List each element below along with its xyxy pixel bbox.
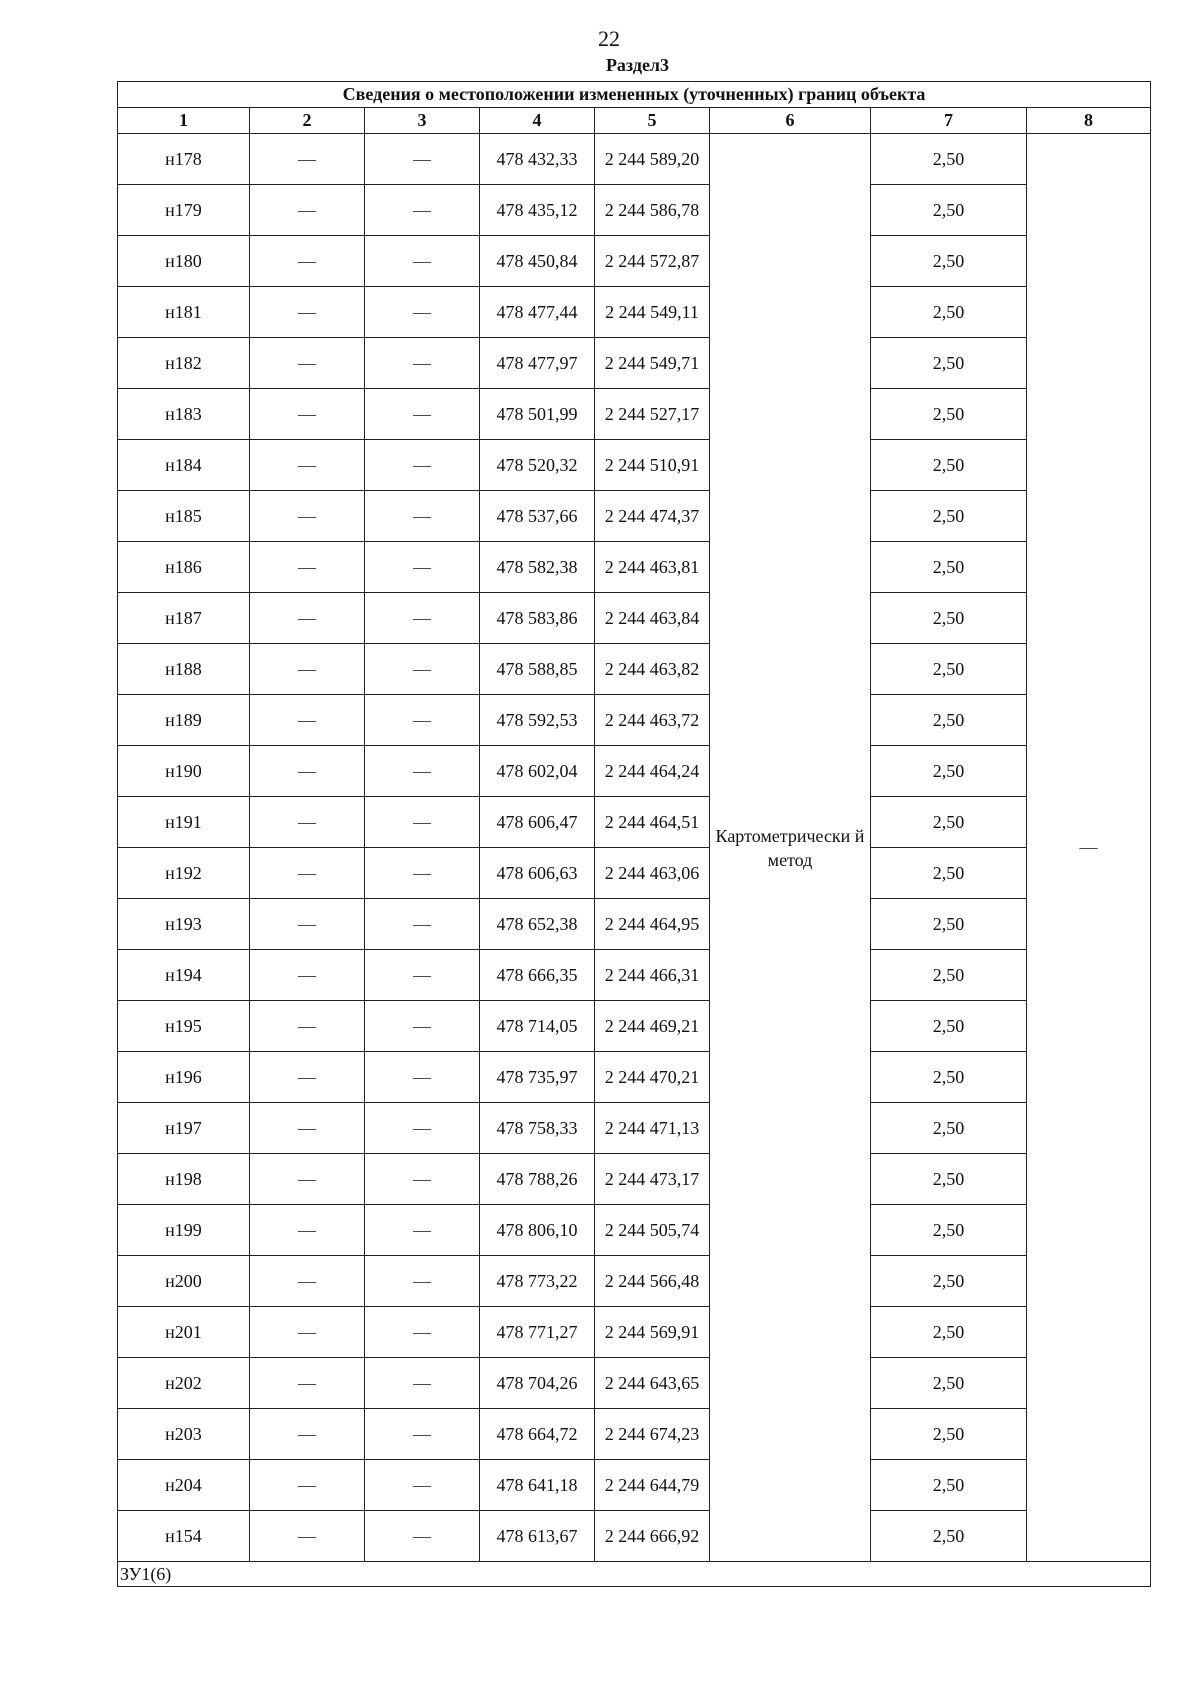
point-name-cell: н154 <box>118 1511 250 1562</box>
x-coordinate-cell: 478 537,66 <box>480 491 595 542</box>
column-3-cell: — <box>365 797 480 848</box>
column-2-cell: — <box>250 338 365 389</box>
y-coordinate-cell: 2 244 666,92 <box>595 1511 710 1562</box>
y-coordinate-cell: 2 244 505,74 <box>595 1205 710 1256</box>
point-name-cell: н178 <box>118 134 250 185</box>
column-number: 5 <box>595 108 710 134</box>
x-coordinate-cell: 478 582,38 <box>480 542 595 593</box>
y-coordinate-cell: 2 244 474,37 <box>595 491 710 542</box>
accuracy-cell: 2,50 <box>871 593 1027 644</box>
x-coordinate-cell: 478 771,27 <box>480 1307 595 1358</box>
accuracy-cell: 2,50 <box>871 950 1027 1001</box>
y-coordinate-cell: 2 244 572,87 <box>595 236 710 287</box>
point-name-cell: н180 <box>118 236 250 287</box>
boundary-coordinates-table <box>117 81 1151 1587</box>
accuracy-cell: 2,50 <box>871 848 1027 899</box>
point-name-cell: н184 <box>118 440 250 491</box>
x-coordinate-cell: 478 450,84 <box>480 236 595 287</box>
table-row <box>118 1511 1151 1562</box>
table-row <box>118 1001 1151 1052</box>
y-coordinate-cell: 2 244 463,06 <box>595 848 710 899</box>
column-number: 8 <box>1027 108 1151 134</box>
point-name-cell: н198 <box>118 1154 250 1205</box>
column-2-cell: — <box>250 848 365 899</box>
column-2-cell: — <box>250 644 365 695</box>
column-2-cell: — <box>250 1511 365 1562</box>
x-coordinate-cell: 478 602,04 <box>480 746 595 797</box>
accuracy-cell: 2,50 <box>871 1154 1027 1205</box>
column-3-cell: — <box>365 644 480 695</box>
column-number: 6 <box>710 108 871 134</box>
column-2-cell: — <box>250 695 365 746</box>
x-coordinate-cell: 478 583,86 <box>480 593 595 644</box>
column-3-cell: — <box>365 848 480 899</box>
table-row <box>118 644 1151 695</box>
point-name-cell: н193 <box>118 899 250 950</box>
y-coordinate-cell: 2 244 589,20 <box>595 134 710 185</box>
point-name-cell: н200 <box>118 1256 250 1307</box>
point-name-cell: н185 <box>118 491 250 542</box>
column-2-cell: — <box>250 746 365 797</box>
method-cell: Картометрически й метод <box>710 134 871 1562</box>
accuracy-cell: 2,50 <box>871 1409 1027 1460</box>
table-row <box>118 746 1151 797</box>
y-coordinate-cell: 2 244 644,79 <box>595 1460 710 1511</box>
column-3-cell: — <box>365 1103 480 1154</box>
y-coordinate-cell: 2 244 464,51 <box>595 797 710 848</box>
x-coordinate-cell: 478 788,26 <box>480 1154 595 1205</box>
x-coordinate-cell: 478 666,35 <box>480 950 595 1001</box>
x-coordinate-cell: 478 806,10 <box>480 1205 595 1256</box>
x-coordinate-cell: 478 735,97 <box>480 1052 595 1103</box>
table-row <box>118 1307 1151 1358</box>
column-2-cell: — <box>250 389 365 440</box>
x-coordinate-cell: 478 588,85 <box>480 644 595 695</box>
column-number: 3 <box>365 108 480 134</box>
point-name-cell: н191 <box>118 797 250 848</box>
point-name-cell: н188 <box>118 644 250 695</box>
point-name-cell: н183 <box>118 389 250 440</box>
y-coordinate-cell: 2 244 463,81 <box>595 542 710 593</box>
y-coordinate-cell: 2 244 464,24 <box>595 746 710 797</box>
table-row <box>118 1154 1151 1205</box>
table-row <box>118 1358 1151 1409</box>
table-row <box>118 1256 1151 1307</box>
table-row <box>118 1103 1151 1154</box>
x-coordinate-cell: 478 432,33 <box>480 134 595 185</box>
x-coordinate-cell: 478 664,72 <box>480 1409 595 1460</box>
x-coordinate-cell: 478 477,44 <box>480 287 595 338</box>
column-3-cell: — <box>365 1256 480 1307</box>
page-number: 22 <box>598 26 620 51</box>
y-coordinate-cell: 2 244 643,65 <box>595 1358 710 1409</box>
column-3-cell: — <box>365 1460 480 1511</box>
y-coordinate-cell: 2 244 466,31 <box>595 950 710 1001</box>
column-2-cell: — <box>250 1001 365 1052</box>
y-coordinate-cell: 2 244 569,91 <box>595 1307 710 1358</box>
point-name-cell: н202 <box>118 1358 250 1409</box>
accuracy-cell: 2,50 <box>871 1358 1027 1409</box>
accuracy-cell: 2,50 <box>871 491 1027 542</box>
y-coordinate-cell: 2 244 527,17 <box>595 389 710 440</box>
accuracy-cell: 2,50 <box>871 797 1027 848</box>
column-3-cell: — <box>365 1205 480 1256</box>
column-3-cell: — <box>365 1358 480 1409</box>
table-row <box>118 389 1151 440</box>
x-coordinate-cell: 478 592,53 <box>480 695 595 746</box>
column-number: 1 <box>118 108 250 134</box>
column-3-cell: — <box>365 1001 480 1052</box>
accuracy-cell: 2,50 <box>871 644 1027 695</box>
x-coordinate-cell: 478 714,05 <box>480 1001 595 1052</box>
column-3-cell: — <box>365 338 480 389</box>
accuracy-cell: 2,50 <box>871 185 1027 236</box>
table-row <box>118 797 1151 848</box>
column-3-cell: — <box>365 1511 480 1562</box>
column-3-cell: — <box>365 1154 480 1205</box>
column-2-cell: — <box>250 950 365 1001</box>
column-3-cell: — <box>365 1409 480 1460</box>
y-coordinate-cell: 2 244 464,95 <box>595 899 710 950</box>
column-number: 2 <box>250 108 365 134</box>
table-row <box>118 1409 1151 1460</box>
point-name-cell: н196 <box>118 1052 250 1103</box>
table-row <box>118 287 1151 338</box>
table-row <box>118 593 1151 644</box>
y-coordinate-cell: 2 244 470,21 <box>595 1052 710 1103</box>
accuracy-cell: 2,50 <box>871 1103 1027 1154</box>
accuracy-cell: 2,50 <box>871 1460 1027 1511</box>
point-name-cell: н182 <box>118 338 250 389</box>
point-name-cell: н181 <box>118 287 250 338</box>
point-name-cell: н194 <box>118 950 250 1001</box>
accuracy-cell: 2,50 <box>871 1001 1027 1052</box>
y-coordinate-cell: 2 244 463,82 <box>595 644 710 695</box>
table-row <box>118 1460 1151 1511</box>
column-3-cell: — <box>365 134 480 185</box>
column-3-cell: — <box>365 746 480 797</box>
accuracy-cell: 2,50 <box>871 695 1027 746</box>
table-row <box>118 848 1151 899</box>
column-3-cell: — <box>365 440 480 491</box>
column-3-cell: — <box>365 899 480 950</box>
table-row <box>118 695 1151 746</box>
table-caption: Сведения о местоположении измененных (уточненных) границ объекта <box>118 82 1151 108</box>
table-row <box>118 134 1151 185</box>
column-2-cell: — <box>250 440 365 491</box>
column-3-cell: — <box>365 593 480 644</box>
section-title: Раздел3 <box>605 55 670 75</box>
table-footer: ЗУ1(6) <box>118 1562 1151 1587</box>
y-coordinate-cell: 2 244 469,21 <box>595 1001 710 1052</box>
accuracy-cell: 2,50 <box>871 1307 1027 1358</box>
column-2-cell: — <box>250 1307 365 1358</box>
x-coordinate-cell: 478 520,32 <box>480 440 595 491</box>
accuracy-cell: 2,50 <box>871 1052 1027 1103</box>
x-coordinate-cell: 478 641,18 <box>480 1460 595 1511</box>
x-coordinate-cell: 478 501,99 <box>480 389 595 440</box>
accuracy-cell: 2,50 <box>871 134 1027 185</box>
table-row <box>118 491 1151 542</box>
accuracy-cell: 2,50 <box>871 338 1027 389</box>
column-2-cell: — <box>250 542 365 593</box>
column-2-cell: — <box>250 1052 365 1103</box>
x-coordinate-cell: 478 477,97 <box>480 338 595 389</box>
column-3-cell: — <box>365 491 480 542</box>
table-row <box>118 950 1151 1001</box>
x-coordinate-cell: 478 613,67 <box>480 1511 595 1562</box>
column-2-cell: — <box>250 797 365 848</box>
point-name-cell: н195 <box>118 1001 250 1052</box>
column-3-cell: — <box>365 287 480 338</box>
y-coordinate-cell: 2 244 549,71 <box>595 338 710 389</box>
column-3-cell: — <box>365 1307 480 1358</box>
y-coordinate-cell: 2 244 566,48 <box>595 1256 710 1307</box>
point-name-cell: н204 <box>118 1460 250 1511</box>
y-coordinate-cell: 2 244 473,17 <box>595 1154 710 1205</box>
point-name-cell: н197 <box>118 1103 250 1154</box>
table-row <box>118 899 1151 950</box>
table-row <box>118 185 1151 236</box>
column-2-cell: — <box>250 236 365 287</box>
point-name-cell: н201 <box>118 1307 250 1358</box>
column-3-cell: — <box>365 185 480 236</box>
table-row <box>118 440 1151 491</box>
table-row <box>118 338 1151 389</box>
column-8-cell: — <box>1027 134 1151 1562</box>
point-name-cell: н203 <box>118 1409 250 1460</box>
column-3-cell: — <box>365 1052 480 1103</box>
point-name-cell: н186 <box>118 542 250 593</box>
point-name-cell: н179 <box>118 185 250 236</box>
point-name-cell: н187 <box>118 593 250 644</box>
column-3-cell: — <box>365 542 480 593</box>
x-coordinate-cell: 478 758,33 <box>480 1103 595 1154</box>
column-2-cell: — <box>250 491 365 542</box>
accuracy-cell: 2,50 <box>871 287 1027 338</box>
column-3-cell: — <box>365 236 480 287</box>
y-coordinate-cell: 2 244 463,84 <box>595 593 710 644</box>
accuracy-cell: 2,50 <box>871 440 1027 491</box>
accuracy-cell: 2,50 <box>871 746 1027 797</box>
column-number-row <box>118 108 1151 134</box>
y-coordinate-cell: 2 244 510,91 <box>595 440 710 491</box>
accuracy-cell: 2,50 <box>871 899 1027 950</box>
accuracy-cell: 2,50 <box>871 1205 1027 1256</box>
column-3-cell: — <box>365 389 480 440</box>
table-row <box>118 1205 1151 1256</box>
y-coordinate-cell: 2 244 471,13 <box>595 1103 710 1154</box>
column-2-cell: — <box>250 134 365 185</box>
x-coordinate-cell: 478 435,12 <box>480 185 595 236</box>
accuracy-cell: 2,50 <box>871 542 1027 593</box>
y-coordinate-cell: 2 244 549,11 <box>595 287 710 338</box>
x-coordinate-cell: 478 606,47 <box>480 797 595 848</box>
column-2-cell: — <box>250 1358 365 1409</box>
point-name-cell: н189 <box>118 695 250 746</box>
column-2-cell: — <box>250 1205 365 1256</box>
column-number: 7 <box>871 108 1027 134</box>
column-2-cell: — <box>250 287 365 338</box>
table-row <box>118 542 1151 593</box>
x-coordinate-cell: 478 773,22 <box>480 1256 595 1307</box>
x-coordinate-cell: 478 704,26 <box>480 1358 595 1409</box>
column-2-cell: — <box>250 1460 365 1511</box>
column-2-cell: — <box>250 1409 365 1460</box>
x-coordinate-cell: 478 652,38 <box>480 899 595 950</box>
column-2-cell: — <box>250 899 365 950</box>
column-2-cell: — <box>250 1103 365 1154</box>
column-3-cell: — <box>365 695 480 746</box>
accuracy-cell: 2,50 <box>871 236 1027 287</box>
column-2-cell: — <box>250 1256 365 1307</box>
column-3-cell: — <box>365 950 480 1001</box>
column-number: 4 <box>480 108 595 134</box>
y-coordinate-cell: 2 244 463,72 <box>595 695 710 746</box>
column-2-cell: — <box>250 1154 365 1205</box>
column-2-cell: — <box>250 185 365 236</box>
accuracy-cell: 2,50 <box>871 1256 1027 1307</box>
point-name-cell: н199 <box>118 1205 250 1256</box>
x-coordinate-cell: 478 606,63 <box>480 848 595 899</box>
accuracy-cell: 2,50 <box>871 389 1027 440</box>
point-name-cell: н192 <box>118 848 250 899</box>
y-coordinate-cell: 2 244 586,78 <box>595 185 710 236</box>
y-coordinate-cell: 2 244 674,23 <box>595 1409 710 1460</box>
column-2-cell: — <box>250 593 365 644</box>
accuracy-cell: 2,50 <box>871 1511 1027 1562</box>
table-row <box>118 236 1151 287</box>
table-row <box>118 1052 1151 1103</box>
point-name-cell: н190 <box>118 746 250 797</box>
